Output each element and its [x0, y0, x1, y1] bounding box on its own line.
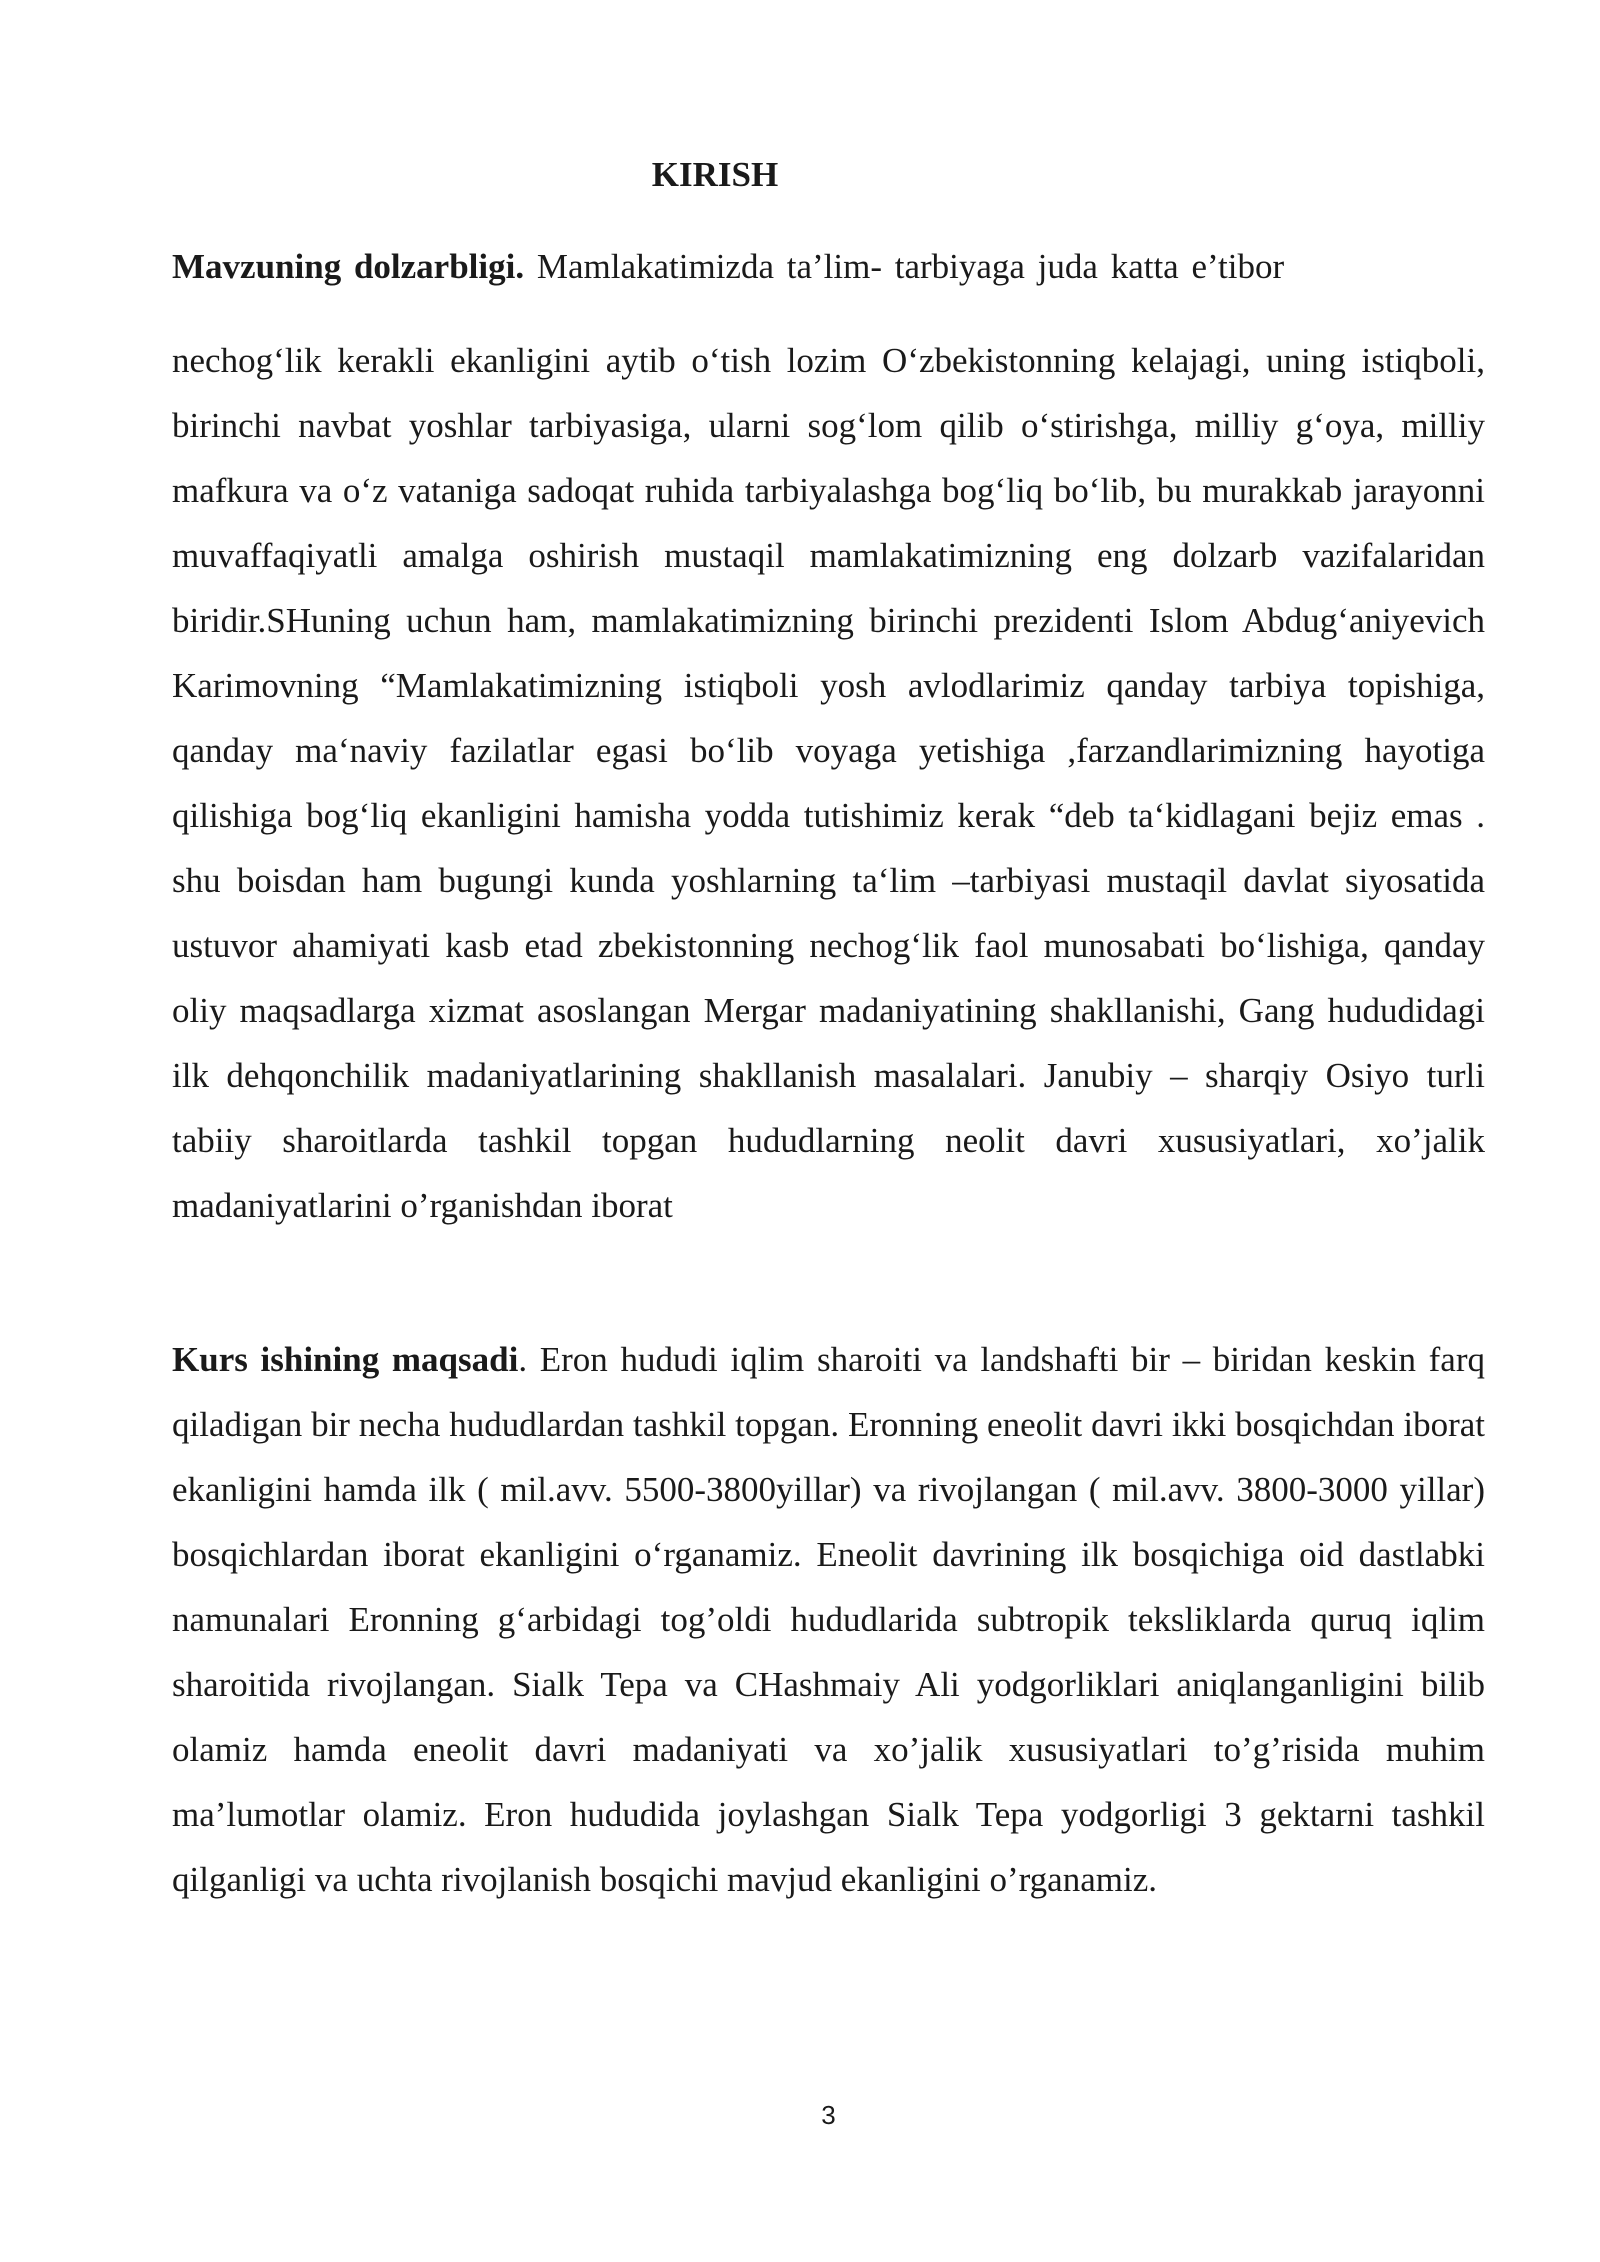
- section1-first-line: [172, 242, 1284, 292]
- page-number: 3: [821, 2100, 836, 2130]
- section2-heading: Kurs ishining maqsadi: [172, 1340, 519, 1379]
- section1-heading: Mavzuning dolzarbligi.: [172, 247, 525, 286]
- page-title: KIRISH: [651, 155, 779, 194]
- section2-body: . Eron hududi iqlim sharoiti va landshafti bir – biridan keskin farq qiladigan bir necha hududlardan tashkil topgan. Eronning eneolit davri ikki bosqichdan iborat ekanligini hamda ilk ( mil.avv. 5500-3800yillar) va rivojlangan ( mil.avv. 3800-3000 yillar) bosqichlardan iborat ekanligini o‘rganamiz. Eneolit davrining ilk bosqichiga oid dastlabki namunalari Eronning g‘arbidagi tog’oldi hududlarida subtropik teksliklarda quruq iqlim sharoitida rivojlangan. Sialk Tepa va CHashmaiy Ali yodgorliklari aniqlanganligini bilib olamiz hamda eneolit davri madaniyati va xo’jalik xususiyatlari to’g’risida muhim ma’lumotlar olamiz. Eron hududida joylashgan Sialk Tepa yodgorligi 3 gektarni tashkil qilganligi va uchta rivojlanish bosqichi mavjud ekanligini o’rganamiz.: [172, 1340, 1485, 1899]
- section1-body: nechog‘lik kerakli ekanligini aytib o‘tish lozim O‘zbekistonning kelajagi, uning istiqboli, birinchi navbat yoshlar tarbiyasiga, ularni sog‘lom qilib o‘stirishga, milliy g‘oya, milliy mafkura va o‘z vataniga sadoqat ruhida tarbiyalashga bog‘liq bo‘lib, bu murakkab jarayonni muvaffaqiyatli amalga oshirish mustaqil mamlakatimizning eng dolzarb vazifalaridan biridir.SHuning uchun ham, mamlakatimizning birinchi prezidenti Islom Abdug‘aniyevich Karimovning “Mamlakatimizning istiqboli yosh avlodlarimiz qanday tarbiya topishiga, qanday ma‘naviy fazilatlar egasi bo‘lib voyaga yetishiga ,farzandlarimizning hayotiga qilishiga bog‘liq ekanligini hamisha yodda tutishimiz kerak “deb ta‘kidlagani bejiz emas . shu boisdan ham bugungi kunda yoshlarning ta‘lim –tarbiyasi mustaqil davlat siyosatida ustuvor ahamiyati kasb etad zbekistonning nechog‘lik faol munosabati bo‘lishiga, qanday oliy maqsadlarga xizmat asoslangan Mergar madaniyatining shakllanishi, Gang hududidagi ilk dehqonchilik madaniyatlarining shakllanish masalalari. Janubiy – sharqiy Osiyo turli tabiiy sharoitlarda tashkil topgan hududlarning neolit davri xususiyatlari, xo’jalik madaniyatlarini o’rganishdan iborat: [172, 341, 1485, 1225]
- section1-intro-text: Mamlakatimizda ta’lim- tarbiyaga juda katta e’tibor: [524, 247, 1285, 286]
- section2-paragraph: [172, 1327, 1485, 1912]
